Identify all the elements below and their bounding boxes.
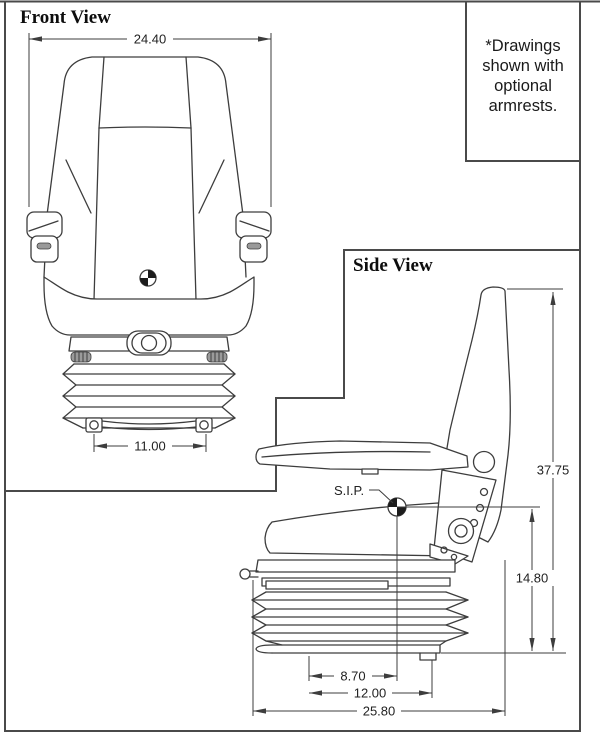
front-armrest-left bbox=[27, 212, 62, 262]
adjust-lever-knob bbox=[240, 569, 250, 579]
front-clamp-knob bbox=[142, 336, 157, 351]
sip-label: S.I.P. bbox=[334, 483, 365, 498]
roller-right bbox=[196, 418, 212, 432]
armrest-pivot-knob bbox=[474, 452, 495, 473]
dim-overall-height-label: 37.75 bbox=[536, 462, 570, 478]
suspension-top-plate bbox=[256, 560, 455, 572]
slide-rail bbox=[266, 581, 388, 589]
front-view-drawing bbox=[27, 57, 271, 432]
armrest-note: *Drawings shown with optional armrests. bbox=[482, 37, 564, 115]
side-bellows bbox=[252, 592, 468, 645]
side-armrest bbox=[256, 441, 468, 474]
dim-overall-width-label: 24.40 bbox=[133, 31, 167, 47]
dim-overall-length-label: 25.80 bbox=[362, 703, 396, 719]
side-suspension bbox=[240, 560, 468, 660]
recliner-hub bbox=[449, 519, 474, 544]
front-base-rail bbox=[86, 418, 212, 432]
front-armrest-right bbox=[236, 212, 271, 262]
armrest-slot bbox=[247, 243, 261, 249]
front-view-title: Front View bbox=[20, 7, 111, 28]
center-target-icon bbox=[140, 270, 156, 286]
side-view-title: Side View bbox=[353, 255, 433, 276]
front-view-dimensions bbox=[29, 31, 271, 454]
front-seat-back bbox=[44, 57, 246, 277]
roller-left bbox=[86, 418, 102, 432]
dim-sip-height-label: 14.80 bbox=[515, 570, 549, 586]
dim-suspension-width-label: 11.00 bbox=[134, 438, 166, 454]
dim-base-length-label: 12.00 bbox=[353, 685, 387, 701]
armrest-slot bbox=[37, 243, 51, 249]
sip-leader-line bbox=[369, 490, 393, 503]
side-view-drawing bbox=[240, 287, 510, 660]
dim-sip-setback-label: 8.70 bbox=[340, 668, 366, 684]
armrest-tab bbox=[362, 469, 378, 474]
front-headrest-seams bbox=[99, 57, 191, 128]
side-view-dimensions bbox=[253, 289, 575, 719]
side-seat-cushion bbox=[265, 503, 452, 556]
side-base bbox=[256, 645, 440, 660]
